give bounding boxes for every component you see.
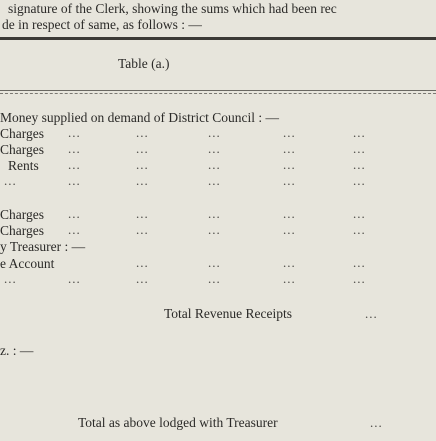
leader-dots: ... [208,125,221,140]
total-lodged-label: Total as above lodged with Treasurer [78,415,278,430]
leader-dots: ... [208,206,221,221]
leader-dots: ... [353,206,366,221]
leader-dots: ... [68,222,81,237]
table-title: Table (a.) [118,56,170,71]
leader-dots: ... [353,157,366,172]
leader-dots: ... [208,271,221,286]
leader-dots: ... [283,206,296,221]
leader-dots: ... [4,271,17,286]
account-line: e Account [0,256,55,271]
leader-dots: ... [283,173,296,188]
leader-dots: ... [283,157,296,172]
leader-dots: ... [370,415,383,430]
row-label: Charges [0,207,44,222]
leader-dots: ... [353,222,366,237]
leader-dots: ... [136,206,149,221]
leader-dots: ... [136,222,149,237]
leader-dots: ... [68,141,81,156]
leader-dots: ... [68,173,81,188]
treasurer-heading: y Treasurer : — [0,239,86,254]
leader-dots: ... [68,125,81,140]
row-label: Charges [0,126,44,141]
leader-dots: ... [283,141,296,156]
row-label: Rents [8,158,39,173]
leader-dots: ... [353,125,366,140]
section-money-heading: Money supplied on demand of District Council : — [0,110,279,125]
heavy-rule [0,37,436,40]
leader-dots: ... [136,141,149,156]
leader-dots: ... [136,271,149,286]
leader-dots: ... [208,255,221,270]
leader-dots: ... [136,173,149,188]
leader-dots: ... [208,157,221,172]
leader-dots: ... [68,206,81,221]
intro-line-2: de in respect of same, as follows : — [2,17,202,32]
leader-dots: ... [353,255,366,270]
header-rule-dashed [0,93,436,94]
header-rule [0,90,436,91]
viz-label: z. : — [0,343,34,358]
row-label: Charges [0,223,44,238]
leader-dots: ... [68,157,81,172]
leader-dots: ... [68,271,81,286]
leader-dots: ... [365,306,378,321]
intro-line-1: signature of the Clerk, showing the sums which had been rec [8,1,337,16]
leader-dots: ... [353,141,366,156]
leader-dots: ... [353,271,366,286]
leader-dots: ... [353,173,366,188]
leader-dots: ... [136,125,149,140]
leader-dots: ... [283,271,296,286]
leader-dots: ... [136,157,149,172]
total-revenue-label: Total Revenue Receipts [164,306,293,321]
leader-dots: ... [208,222,221,237]
leader-dots: ... [283,255,296,270]
leader-dots: ... [208,173,221,188]
row-label: Charges [0,142,44,157]
leader-dots: ... [208,141,221,156]
leader-dots: ... [4,173,17,188]
leader-dots: ... [283,125,296,140]
leader-dots: ... [283,222,296,237]
leader-dots: ... [136,255,149,270]
